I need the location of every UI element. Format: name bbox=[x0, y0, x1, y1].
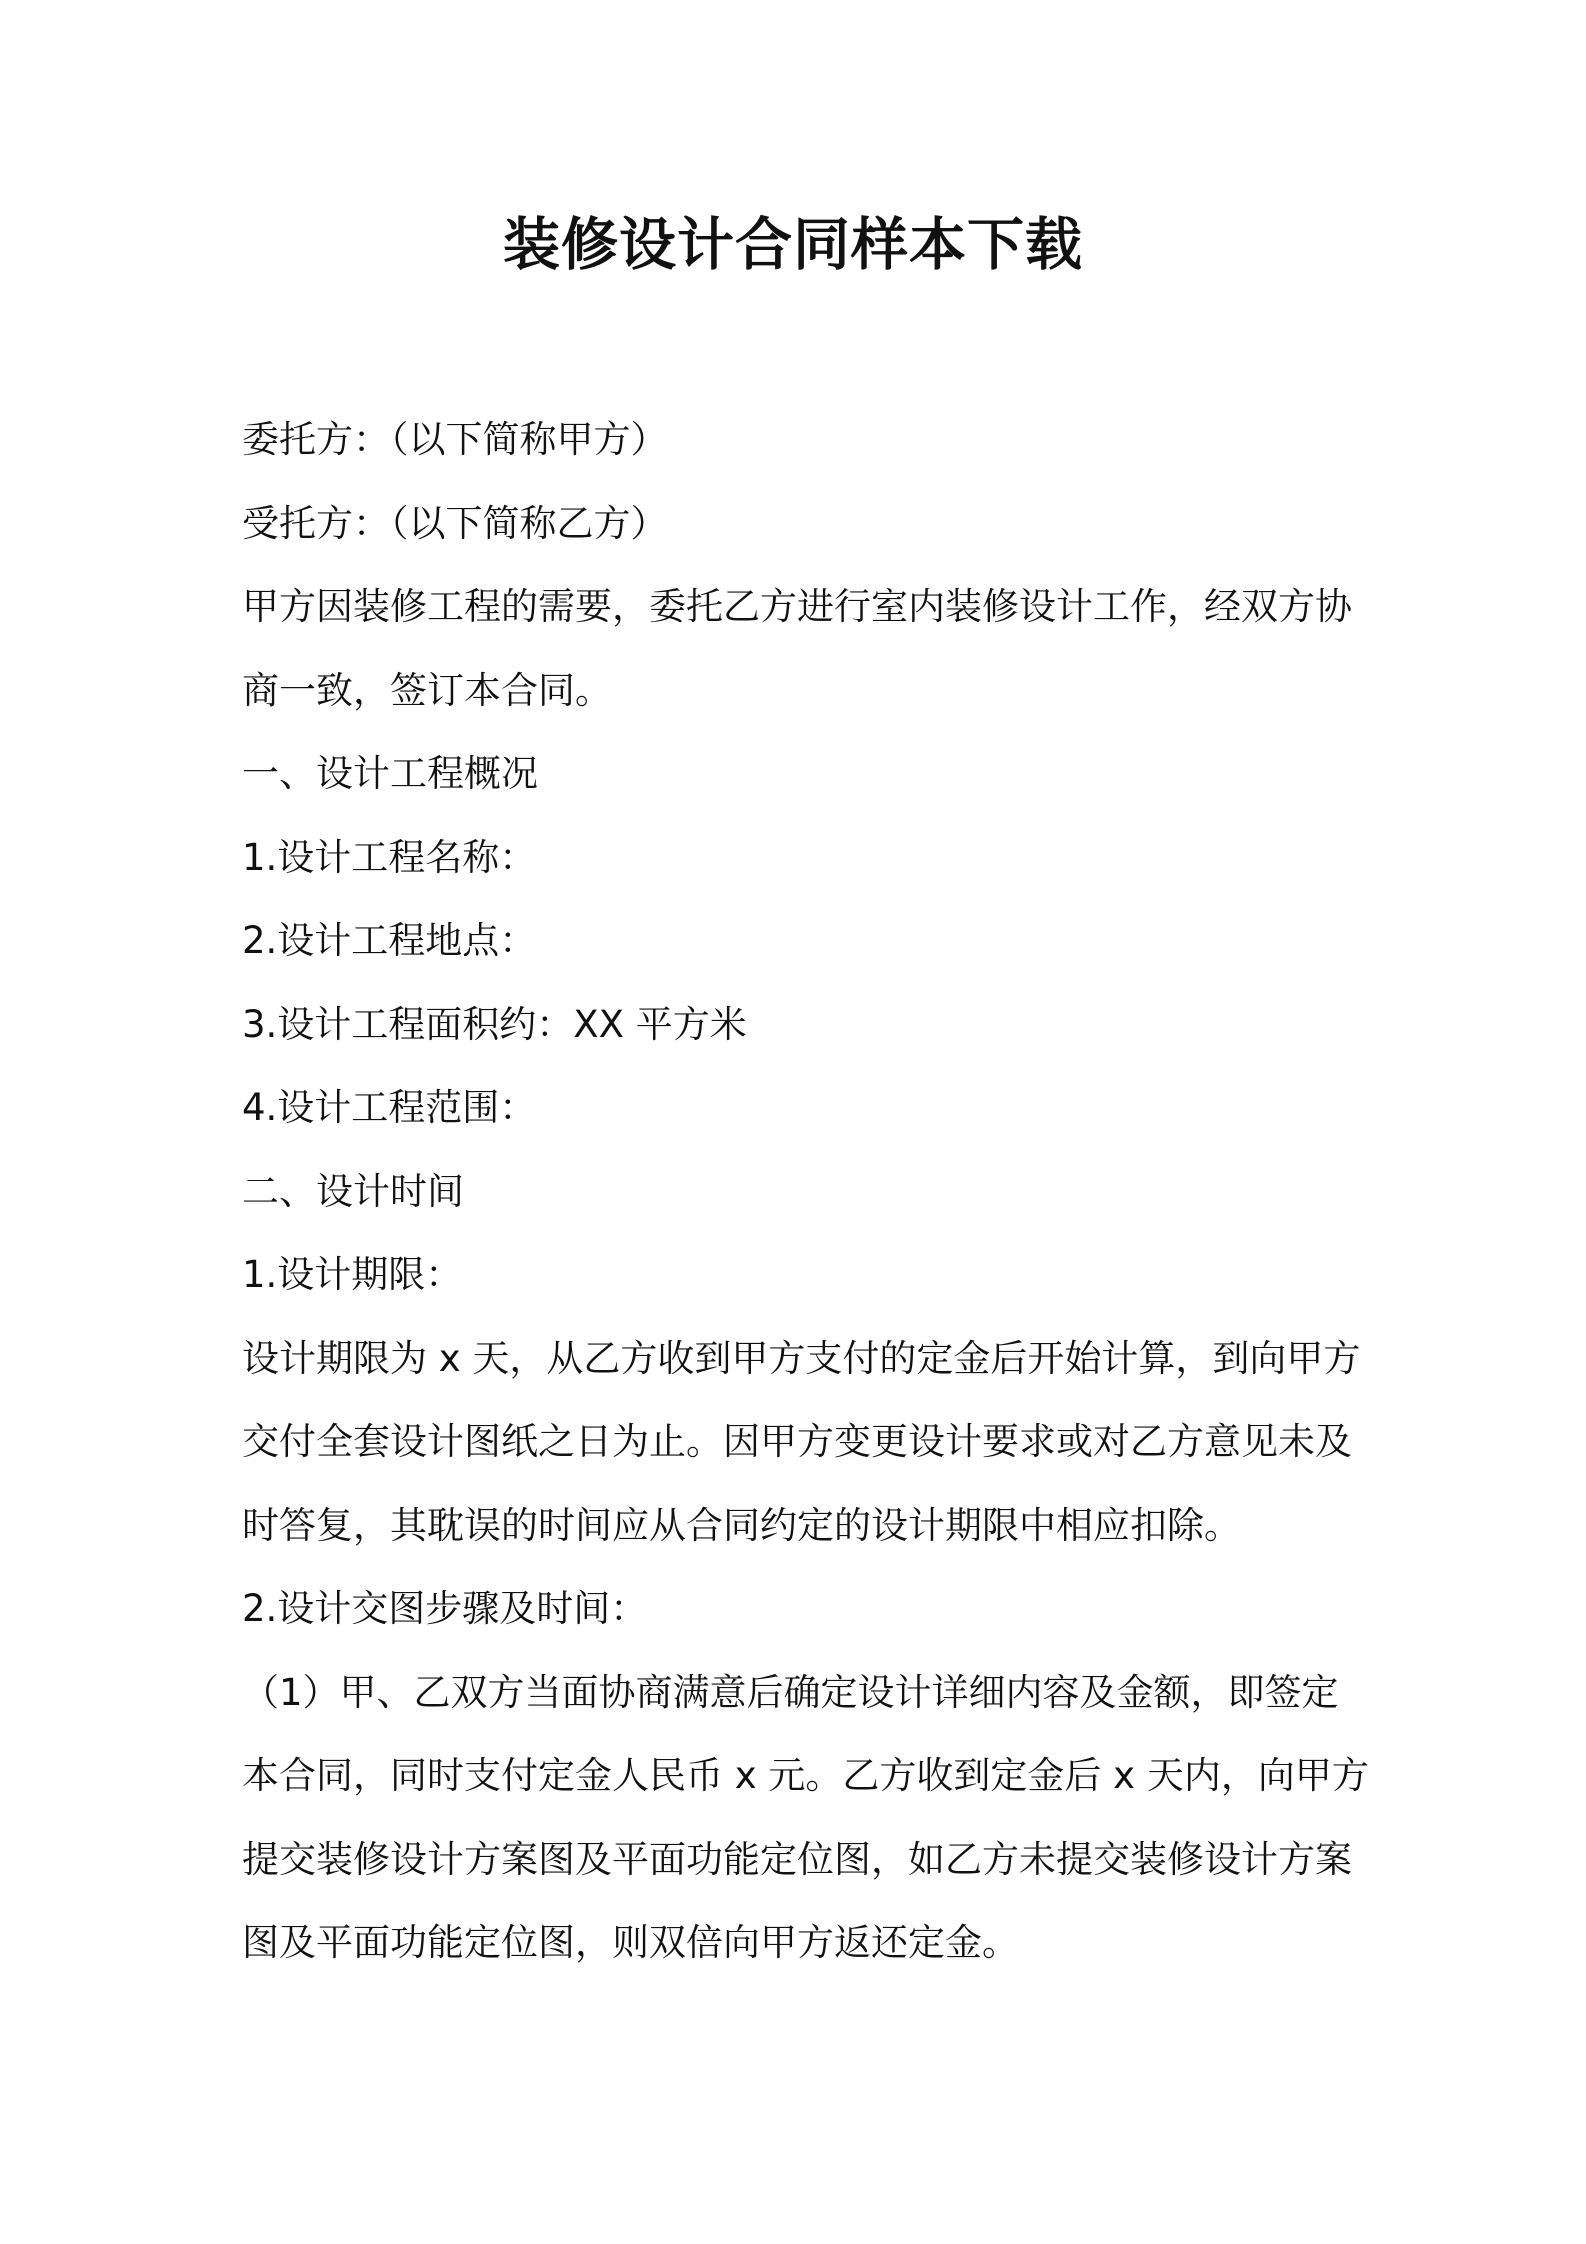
line-intro-2: 商一致，签订本合同。 bbox=[242, 668, 612, 712]
line-period-detail-3: 时答复，其耽误的时间应从合同约定的设计期限中相应扣除。 bbox=[242, 1503, 1241, 1547]
section-heading-overview: 一、设计工程概况 bbox=[242, 752, 538, 795]
section-heading-time: 二、设计时间 bbox=[242, 1169, 464, 1213]
line-step1-4: 图及平面功能定位图，则双倍向甲方返还定金。 bbox=[242, 1921, 1019, 1964]
line-client: 委托方：（以下简称甲方） bbox=[242, 418, 668, 461]
line-design-period: 1.设计期限： bbox=[242, 1253, 463, 1296]
line-step1-2: 本合同，同时支付定金人民币 x 元。乙方收到定金后 x 天内，向甲方 bbox=[242, 1754, 1369, 1797]
line-contractor: 受托方：（以下简称乙方） bbox=[242, 501, 668, 545]
line-step1-3: 提交装修设计方案图及平面功能定位图，如乙方未提交装修设计方案 bbox=[242, 1837, 1352, 1881]
document-title: 装修设计合同样本下载 bbox=[503, 212, 1083, 278]
line-period-detail-1: 设计期限为 x 天，从乙方收到甲方支付的定金后开始计算，到向甲方 bbox=[242, 1336, 1361, 1380]
line-intro-1: 甲方因装修工程的需要，委托乙方进行室内装修设计工作，经双方协 bbox=[242, 585, 1352, 628]
line-project-name: 1.设计工程名称： bbox=[242, 835, 537, 879]
document-body bbox=[242, 398, 1369, 1985]
line-delivery-steps: 2.设计交图步骤及时间： bbox=[242, 1587, 648, 1630]
line-period-detail-2: 交付全套设计图纸之日为止。因甲方变更设计要求或对乙方意见未及 bbox=[242, 1420, 1352, 1463]
line-project-area: 3.设计工程面积约：XX 平方米 bbox=[242, 1002, 747, 1046]
line-project-location: 2.设计工程地点： bbox=[242, 919, 537, 962]
line-step1-1: （1）甲、乙双方当面协商满意后确定设计详细内容及金额，即签定 bbox=[242, 1670, 1339, 1714]
line-project-scope: 4.设计工程范围： bbox=[242, 1086, 537, 1129]
